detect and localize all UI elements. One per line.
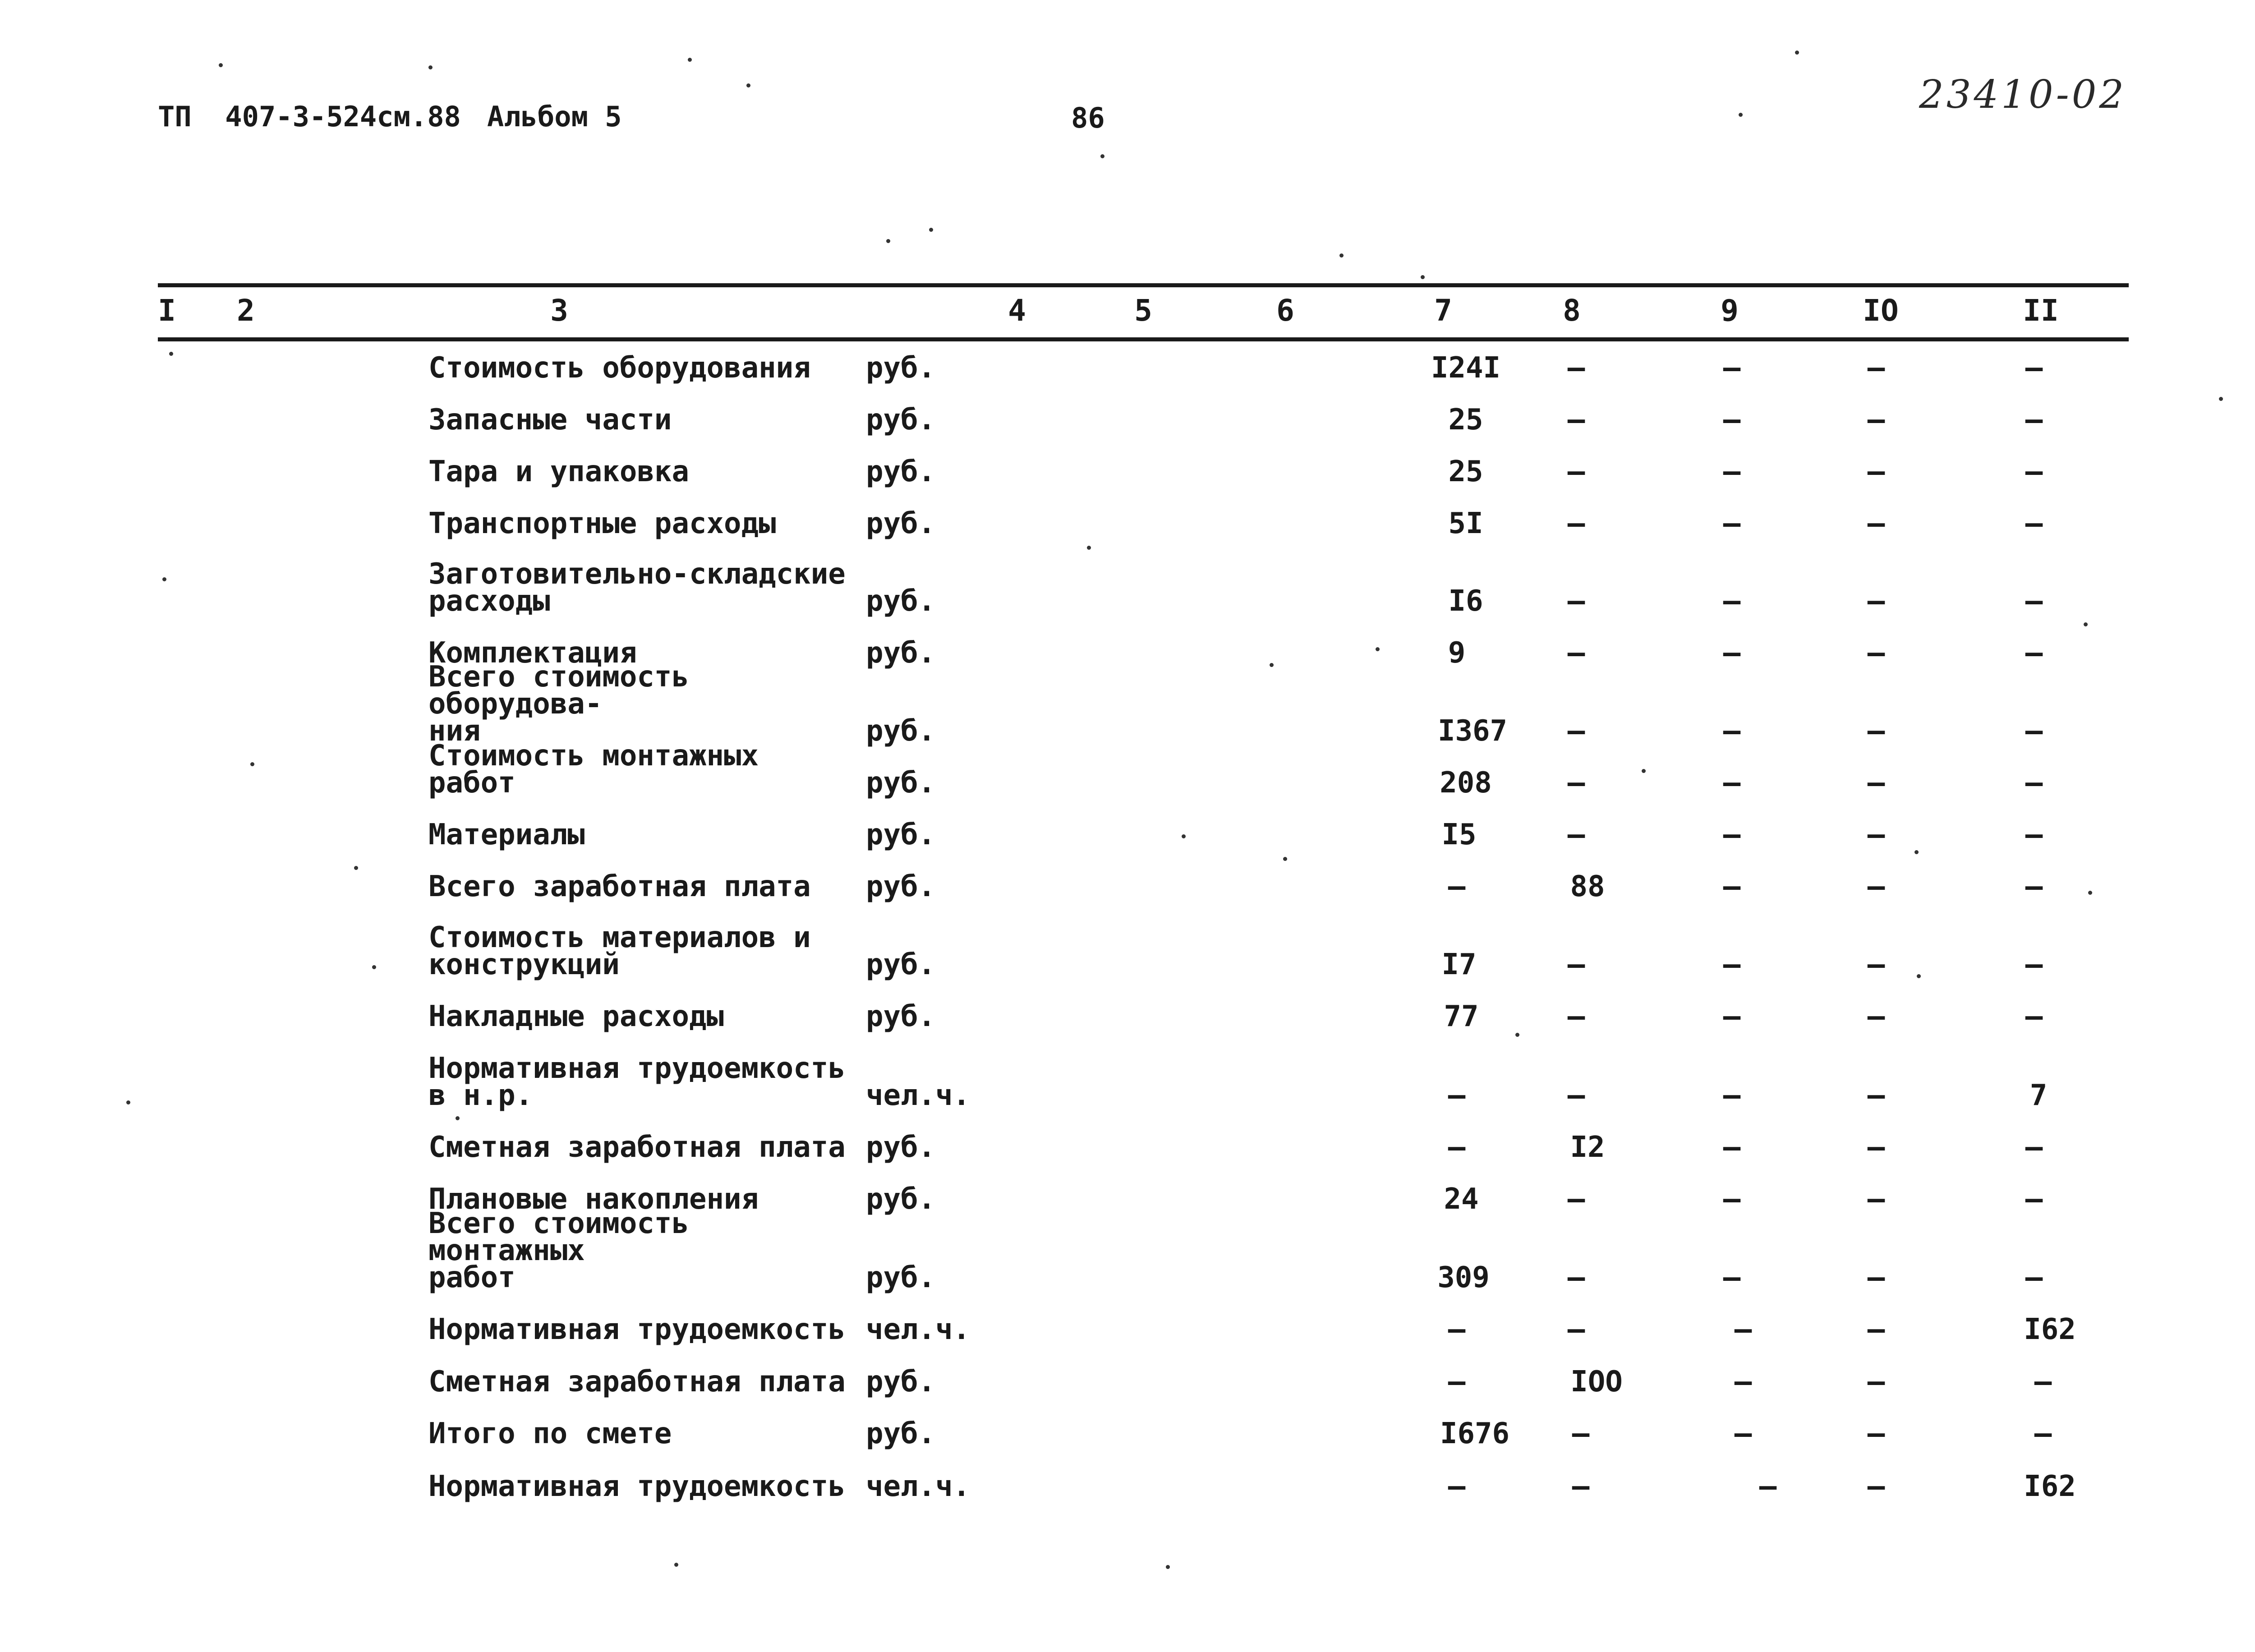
table-row <box>0 636 2255 670</box>
row-col7: 5I <box>1448 507 1483 540</box>
archive-number: 23410-02 <box>1919 72 2127 117</box>
row-col9: – <box>1723 714 1741 748</box>
row-col11: – <box>2025 636 2043 670</box>
row-col7: I24I <box>1431 351 1501 385</box>
row-col9: – <box>1723 351 1741 385</box>
row-col9: – <box>1723 1183 1741 1216</box>
row-name: Материалы <box>428 818 585 851</box>
row-col8: – <box>1567 1079 1585 1112</box>
row-unit: чел.ч. <box>866 1313 971 1346</box>
row-name: Комплектация <box>428 636 637 670</box>
row-col8: I2 <box>1570 1131 1605 1164</box>
row-col10: – <box>1867 584 1885 618</box>
scan-speck <box>1087 546 1091 550</box>
row-name: Сметная заработная плата <box>428 1365 846 1399</box>
scan-speck <box>1421 275 1425 279</box>
row-col8: – <box>1567 714 1585 748</box>
album-label: Альбом 5 <box>487 100 622 133</box>
row-col10: – <box>1867 1417 1885 1450</box>
row-col7: I5 <box>1441 818 1477 851</box>
row-col10: – <box>1867 948 1885 981</box>
column-header-9: 9 <box>1721 293 1739 328</box>
row-col7: I676 <box>1440 1417 1510 1450</box>
column-header-1: I <box>158 293 176 328</box>
row-name: Плановые накопления <box>428 1183 759 1216</box>
row-col9: – <box>1734 1365 1752 1399</box>
row-col11: – <box>2025 403 2043 437</box>
row-col7: I367 <box>1437 714 1508 748</box>
row-col8: – <box>1567 1000 1585 1033</box>
row-name: Нормативная трудоемкость <box>428 1470 846 1503</box>
row-unit: руб. <box>866 1000 936 1033</box>
row-col7: – <box>1448 1470 1466 1503</box>
row-col11: 7 <box>2030 1079 2048 1112</box>
row-name: Тара и упаковка <box>428 455 689 488</box>
row-col9: – <box>1723 403 1741 437</box>
row-unit: руб. <box>866 507 936 540</box>
row-col9: – <box>1723 870 1741 903</box>
page-number: 86 <box>1071 101 1105 134</box>
scan-speck <box>674 1563 678 1567</box>
row-unit: руб. <box>866 584 936 618</box>
scan-speck <box>929 228 933 232</box>
column-header-8: 8 <box>1563 293 1581 328</box>
row-unit: руб. <box>866 870 936 903</box>
row-col8: – <box>1567 818 1585 851</box>
row-name: Всего заработная плата <box>428 870 811 903</box>
scan-speck <box>2088 891 2092 895</box>
row-unit: руб. <box>866 351 936 385</box>
row-col8: – <box>1567 351 1585 385</box>
scan-speck <box>1283 857 1287 861</box>
column-header-11: II <box>2023 293 2059 328</box>
row-col9: – <box>1723 1000 1741 1033</box>
row-col7: – <box>1448 1313 1466 1346</box>
row-col11: – <box>2025 351 2043 385</box>
row-col10: – <box>1867 507 1885 540</box>
row-col7: 208 <box>1440 766 1492 800</box>
scan-speck <box>1182 834 1186 838</box>
row-col7: – <box>1448 1365 1466 1399</box>
row-col10: – <box>1867 766 1885 800</box>
row-col11: – <box>2025 1261 2043 1294</box>
row-name: Всего стоимость монтажных работ <box>428 1207 689 1294</box>
row-col11: – <box>2025 766 2043 800</box>
row-col7: 309 <box>1437 1261 1490 1294</box>
row-col11: – <box>2034 1365 2052 1399</box>
scan-speck <box>688 58 692 62</box>
row-name: Стоимость оборудования <box>428 351 811 385</box>
row-col11: – <box>2025 1000 2043 1033</box>
row-col8: – <box>1567 948 1585 981</box>
scan-speck <box>886 239 890 243</box>
scan-speck <box>1100 154 1104 158</box>
row-unit: руб. <box>866 1417 936 1450</box>
row-unit: чел.ч. <box>866 1079 971 1112</box>
row-col10: – <box>1867 1313 1885 1346</box>
row-name: Запасные части <box>428 403 672 437</box>
scan-speck <box>1795 51 1799 55</box>
row-col11: – <box>2025 507 2043 540</box>
column-header-7: 7 <box>1434 293 1452 328</box>
column-header-6: 6 <box>1276 293 1294 328</box>
row-name: Заготовительно-складские расходы <box>428 557 846 618</box>
row-col10: – <box>1867 403 1885 437</box>
row-unit: руб. <box>866 766 936 800</box>
row-col7: 24 <box>1444 1183 1479 1216</box>
row-col10: – <box>1867 351 1885 385</box>
scan-speck <box>219 63 223 67</box>
row-unit: руб. <box>866 1261 936 1294</box>
row-col7: – <box>1448 1079 1466 1112</box>
row-col10: – <box>1867 1131 1885 1164</box>
row-col9: – <box>1734 1417 1752 1450</box>
row-col9: – <box>1723 766 1741 800</box>
row-col11: – <box>2025 584 2043 618</box>
table-top-rule <box>158 283 2129 287</box>
row-col8: – <box>1567 636 1585 670</box>
scan-speck <box>1339 253 1344 258</box>
scan-speck <box>1917 974 1921 978</box>
column-header-2: 2 <box>237 293 255 328</box>
row-col11: I62 <box>2024 1470 2076 1503</box>
row-col8: IOO <box>1570 1365 1623 1399</box>
row-col8: – <box>1567 507 1585 540</box>
row-col9: – <box>1759 1470 1777 1503</box>
scan-speck <box>1166 1565 1170 1569</box>
scan-speck <box>1515 1033 1519 1037</box>
row-col7: – <box>1448 870 1466 903</box>
row-col10: – <box>1867 1000 1885 1033</box>
row-unit: руб. <box>866 403 936 437</box>
scan-speck <box>2219 397 2223 401</box>
row-col9: – <box>1723 1131 1741 1164</box>
scan-speck <box>126 1100 130 1104</box>
row-col9: — <box>1734 1313 1752 1346</box>
row-col11: – <box>2025 714 2043 748</box>
row-col10: – <box>1867 455 1885 488</box>
row-name: Итого по смете <box>428 1417 672 1450</box>
row-col9: – <box>1723 818 1741 851</box>
row-col7: 25 <box>1448 403 1483 437</box>
row-col9: – <box>1723 636 1741 670</box>
scan-speck <box>372 965 376 969</box>
row-col9: – <box>1723 584 1741 618</box>
row-col11: – <box>2025 870 2043 903</box>
row-col8: – <box>1572 1417 1590 1450</box>
row-col7: I6 <box>1448 584 1483 618</box>
row-unit: руб. <box>866 1365 936 1399</box>
row-col8: – <box>1567 766 1585 800</box>
row-col8: 88 <box>1570 870 1605 903</box>
row-col10: – <box>1867 1183 1885 1216</box>
row-name: Накладные расходы <box>428 1000 724 1033</box>
row-name: Стоимость материалов и конструкций <box>428 921 811 981</box>
row-col9: – <box>1723 1079 1741 1112</box>
row-col10: – <box>1867 1079 1885 1112</box>
row-col11: – <box>2034 1417 2052 1450</box>
document-code: ТП 407-3-524см.88 <box>158 100 461 133</box>
row-col9: – <box>1723 507 1741 540</box>
table-row <box>0 351 2255 385</box>
table-row <box>0 660 2255 748</box>
scan-speck <box>162 577 166 581</box>
row-col8: – <box>1567 403 1585 437</box>
row-unit: руб. <box>866 818 936 851</box>
row-name: Нормативная трудоемкость в н.р. <box>428 1052 846 1112</box>
table-row <box>0 1183 2255 1216</box>
scan-speck <box>428 65 433 69</box>
column-header-4: 4 <box>1008 293 1026 328</box>
column-header-3: 3 <box>550 293 568 328</box>
row-col11: – <box>2025 818 2043 851</box>
row-unit: руб. <box>866 1183 936 1216</box>
column-header-5: 5 <box>1134 293 1152 328</box>
row-unit: руб. <box>866 714 936 748</box>
row-unit: руб. <box>866 455 936 488</box>
row-col10: – <box>1867 1470 1885 1503</box>
row-col8: – <box>1567 1313 1585 1346</box>
row-name: Транспортные расходы <box>428 507 776 540</box>
row-col8: – <box>1567 1183 1585 1216</box>
row-col10: – <box>1867 1261 1885 1294</box>
row-col9: – <box>1723 948 1741 981</box>
row-col8: – <box>1567 584 1585 618</box>
row-col10: – <box>1867 636 1885 670</box>
table-header-rule <box>158 337 2129 341</box>
row-col11: – <box>2025 455 2043 488</box>
scan-speck <box>2084 622 2088 626</box>
row-col8: – <box>1572 1470 1590 1503</box>
scan-speck <box>1642 769 1646 773</box>
scan-speck <box>1914 850 1919 854</box>
scan-speck <box>250 762 254 766</box>
scan-speck <box>1270 663 1274 667</box>
table-row <box>0 557 2255 618</box>
row-col8: – <box>1567 1261 1585 1294</box>
row-col7: – <box>1448 1131 1466 1164</box>
row-col7: I7 <box>1441 948 1477 981</box>
row-col9: – <box>1723 1261 1741 1294</box>
row-col11: – <box>2025 948 2043 981</box>
row-col9: – <box>1723 455 1741 488</box>
row-unit: руб. <box>866 1131 936 1164</box>
row-unit: руб. <box>866 636 936 670</box>
row-col10: – <box>1867 870 1885 903</box>
row-unit: руб. <box>866 948 936 981</box>
scan-speck <box>746 83 750 87</box>
row-col8: – <box>1567 455 1585 488</box>
row-name: Всего стоимость оборудова- ния <box>428 660 689 748</box>
column-header-10: IO <box>1863 293 1899 328</box>
scan-speck <box>1739 113 1743 117</box>
scan-speck <box>1376 647 1380 651</box>
row-col10: – <box>1867 714 1885 748</box>
row-col10: – <box>1867 818 1885 851</box>
row-col7: 77 <box>1444 1000 1479 1033</box>
row-unit: чел.ч. <box>866 1470 971 1503</box>
row-col7: 25 <box>1448 455 1483 488</box>
row-name: Сметная заработная плата <box>428 1131 846 1164</box>
row-col10: – <box>1867 1365 1885 1399</box>
row-col7: 9 <box>1448 636 1466 670</box>
scan-speck <box>169 352 173 356</box>
row-col11: I62 <box>2024 1313 2076 1346</box>
row-col11: – <box>2025 1131 2043 1164</box>
scan-speck <box>456 1116 460 1120</box>
row-col11: – <box>2025 1183 2043 1216</box>
row-name: Стоимость монтажных работ <box>428 739 759 800</box>
table-row <box>0 1131 2255 1164</box>
scan-speck <box>354 866 358 870</box>
row-name: Нормативная трудоемкость <box>428 1313 846 1346</box>
